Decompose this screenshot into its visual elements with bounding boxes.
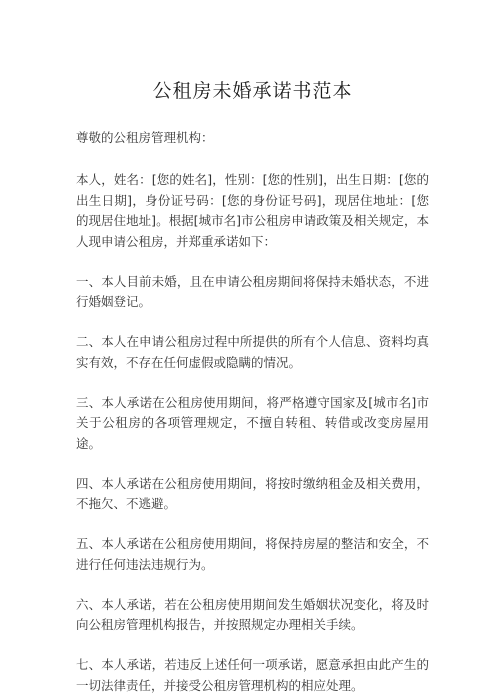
paragraph-item-6: 六、本人承诺，若在公租房使用期间发生婚姻状况变化，将及时向公租房管理机构报告，并按照规定办理相关手续。	[76, 596, 429, 632]
salutation: 尊敬的公租房管理机构：	[76, 130, 214, 145]
document-title: 公租房未婚承诺书范本	[152, 80, 353, 102]
paragraph-item-2: 二、本人在申请公租房过程中所提供的所有个人信息、资料均真实有效，不存在任何虚假或隐瞒的情况。	[76, 334, 429, 370]
paragraph-item-7: 七、本人承诺，若违反上述任何一项承诺，愿意承担由此产生的一切法律责任，并接受公租房管理机构的相应处理。	[76, 657, 429, 693]
paragraph-intro: 本人，姓名：[您的姓名]，性别：[您的性别]，出生日期：[您的出生日期]，身份证号码：[您的身份证号码]，现居住地址：[您的现居住地址]。根据[城市名]市公租房申请政策及相关规定，本人现申请公租房，并郑重承诺如下：	[76, 172, 429, 249]
paragraph-item-3: 三、本人承诺在公租房使用期间，将严格遵守国家及[城市名]市关于公租房的各项管理规定，不擅自转租、转借或改变房屋用途。	[76, 394, 429, 451]
paragraph-item-1: 一、本人目前未婚，且在申请公租房期间将保持未婚状态，不进行婚姻登记。	[76, 273, 429, 309]
paragraph-item-4: 四、本人承诺在公租房使用期间，将按时缴纳租金及相关费用，不拖欠、不逃避。	[76, 475, 429, 511]
paragraph-item-5: 五、本人承诺在公租房使用期间，将保持房屋的整洁和安全，不进行任何违法违规行为。	[76, 536, 429, 572]
